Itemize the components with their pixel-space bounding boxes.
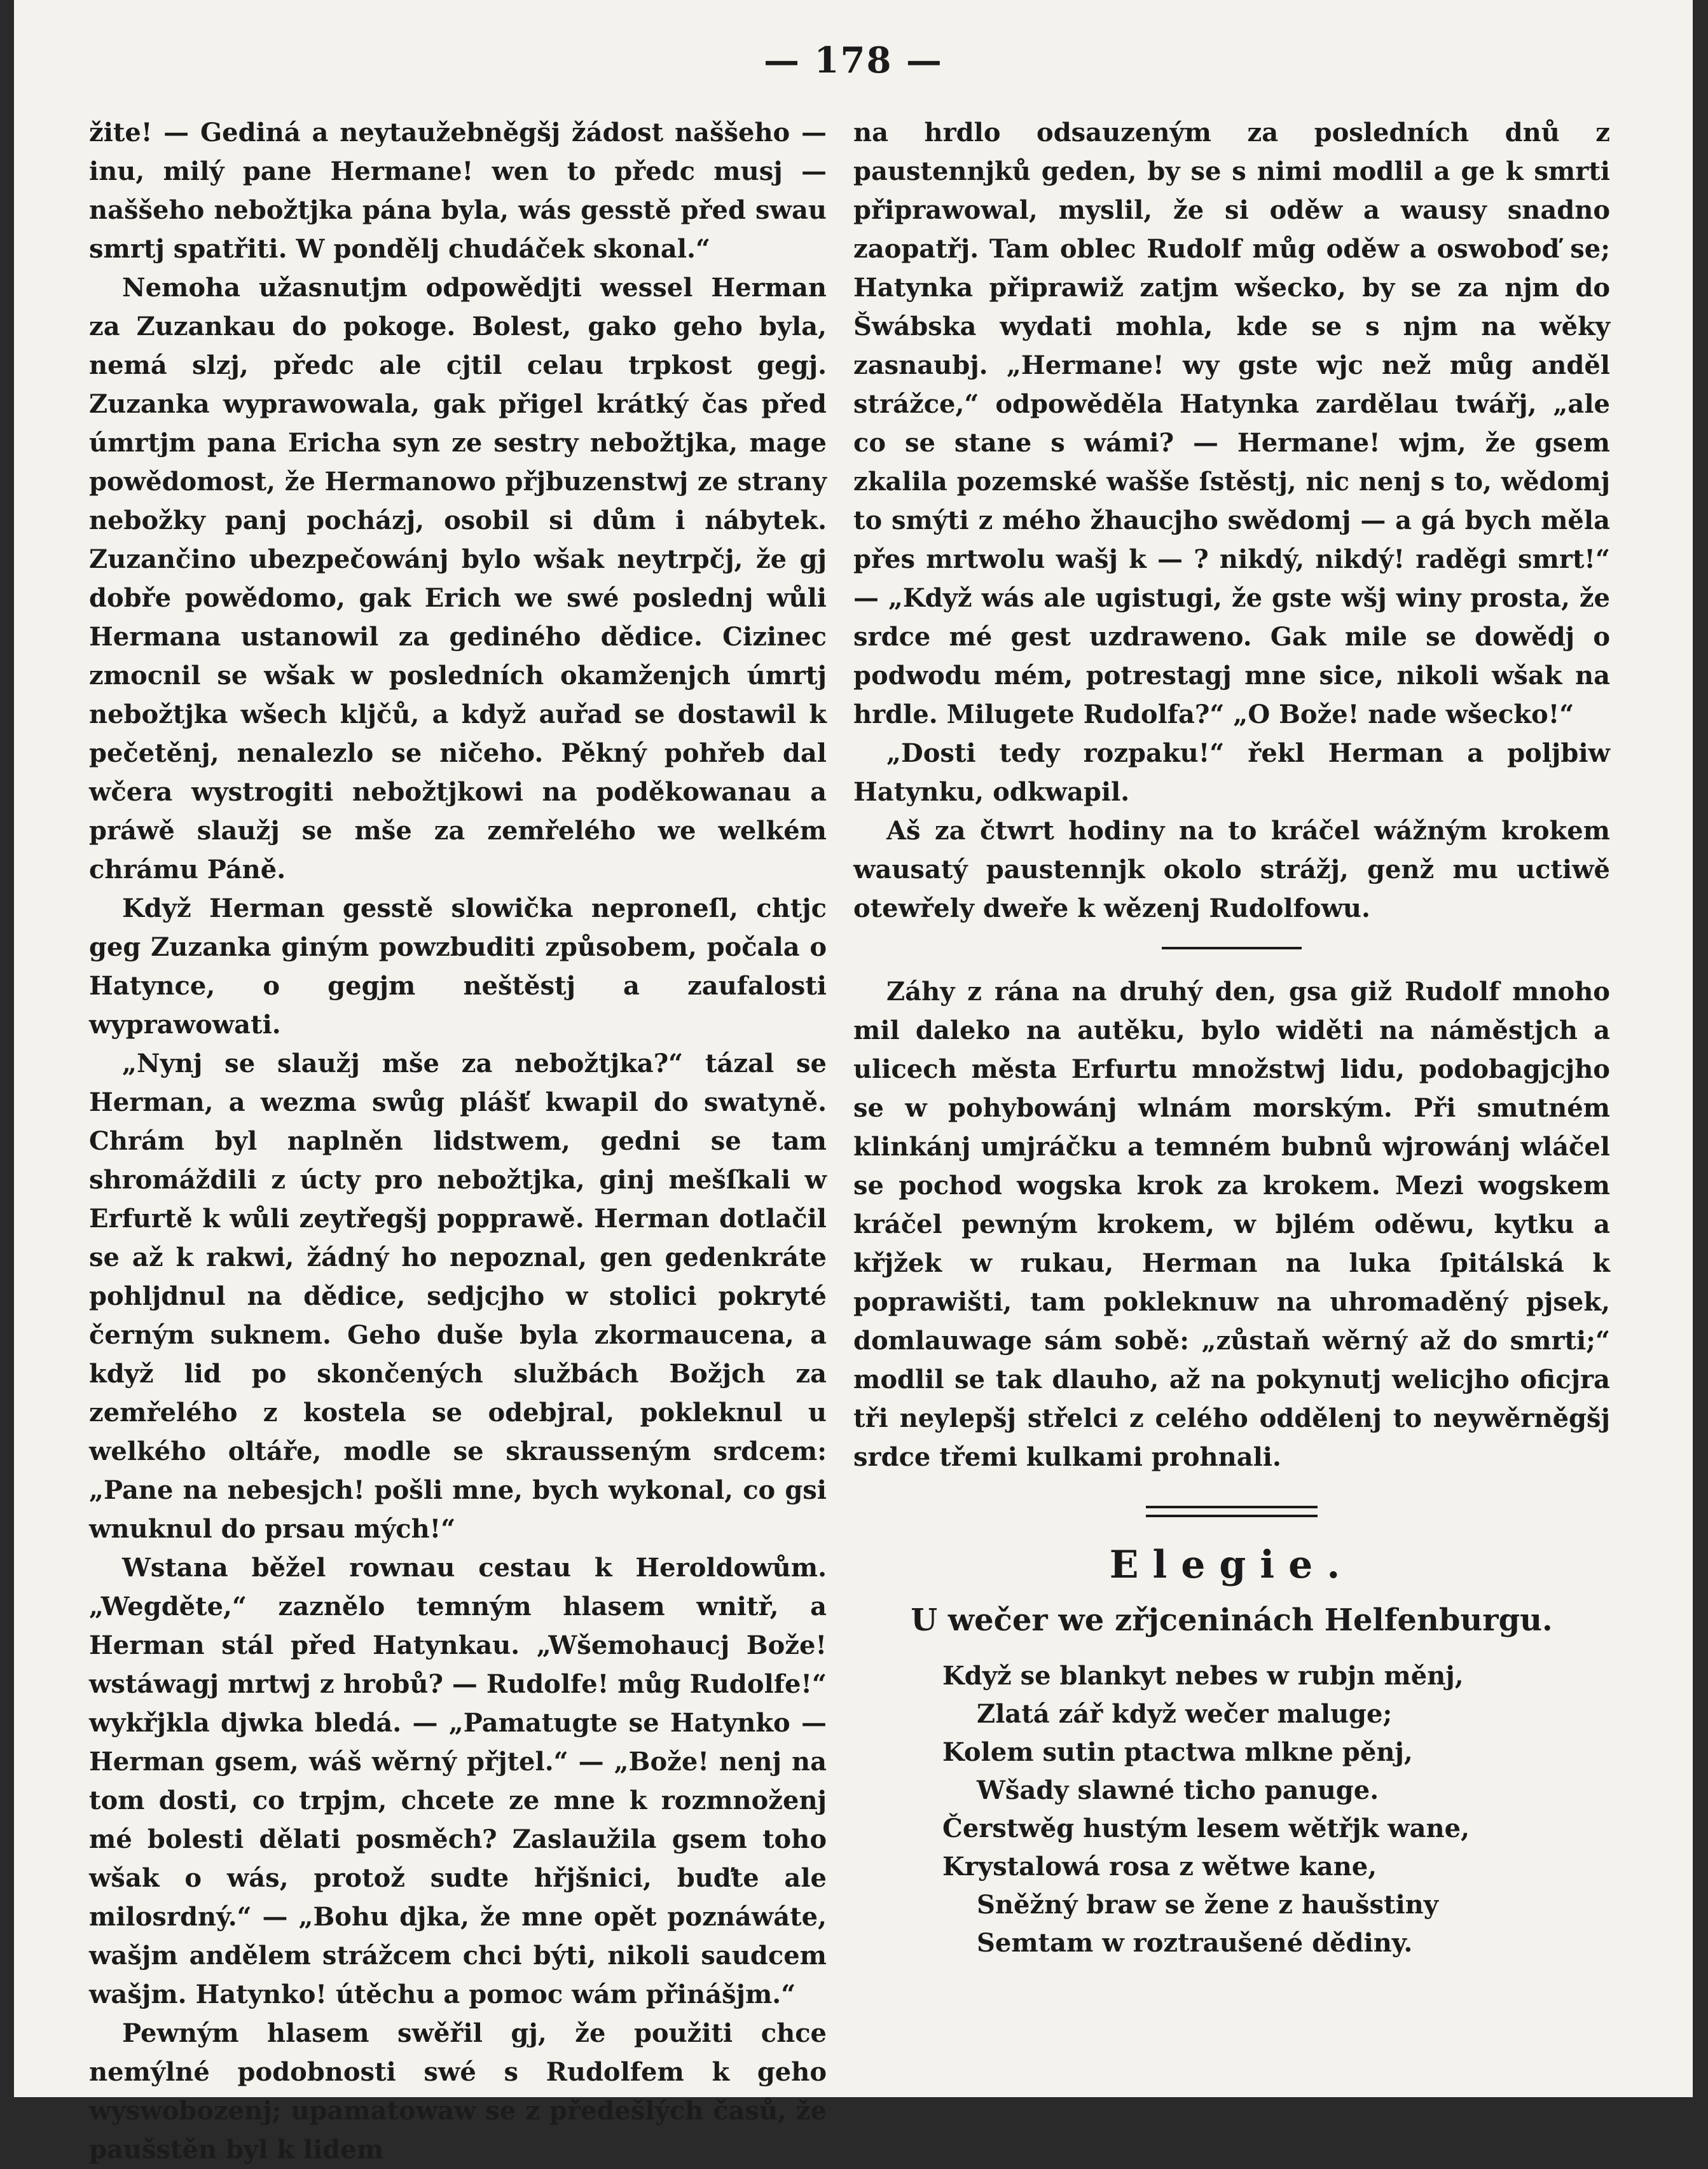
paragraph: Wstana běžel rownau cestau k Heroldowům. „Wegděte,“ zaznělo temným hlasem wnitř, a Herman stál před Hatynkau. „Wšemohaucj Bože! wstáwagj mrtwj z hrobů? — Rudolfe! můg Rudolfe!“ wykřjkla djwka bledá. — „Pamatugte se Hatynko — Herman gsem, wáš wěrný přjtel.“ — „Bože! nenj na tom dosti, co trpjm, chcete ze mne k rozmnoženj mé bolesti dělati posměch? Zaslaužila gsem toho wšak o wás, protož sudte hřjšnici, buďte ale milosrdný.“ — „Bohu djka, že mne opět poznáwáte, wašjm andělem strážcem chci býti, nikoli saudcem wašjm. Hatynko! útěchu a pomoc wám přinášjm.“ [89,1553,827,2009]
page-number: — 178 — [764,39,943,81]
left-column [89,113,827,2169]
paragraph: žite! — Gediná a neytaužebněgšj žádost naššeho — inu, milý pane Hermane! wen to předc musj — naššeho nebožtjka pána byla, wás gesstě před swau smrtj spatřiti. W pondělj chudáček skonal.“ [89,118,827,264]
poem-line: Krystalowá rosa z wětwe kane, [942,1852,1377,1882]
right-column [853,113,1610,1962]
double-rule-divider [1146,1506,1318,1517]
paragraph: Aš za čtwrt hodiny na to kráčel wážným krokem wausatý paustennjk okolo strážj, genž mu uctiwě otewřely dweře k wězenj Rudolfowu. [853,816,1610,923]
paragraph: Nemoha užasnutjm odpowědjti wessel Herman za Zuzankau do pokoge. Bolest, gako geho byla, nemá slzj, předc ale cjtil celau trpkost gegj. Zuzanka wyprawowala, gak přigel krátký čas před úmrtjm pana Ericha syn ze sestry nebožtjka, mage powědomost, že Hermanowo přjbuzenstwj ze strany nebožky panj pocházj, osobil si dům i nábytek. Zuzančino ubezpečowánj bylo wšak neytrpčj, že gj dobře powědomo, gak Erich we swé poslednj wůli Hermana ustanowil za gediného dědice. Cizinec zmocnil se wšak w posledních okamženjch úmrtj nebožtjka wšech kljčů, a když auřad se dostawil k pečetěnj, nenalezlo se ničeho. Pěkný pohřeb dal wčera wystrogiti nebožtjkowi na poděkowanau a práwě slaužj se mše za zemřelého we welkém chrámu Páně. [89,273,827,885]
paragraph: Záhy z rána na druhý den, gsa giž Rudolf mnoho mil daleko na autěku, bylo widěti na náměstjch a ulicech města Erfurtu množstwj lidu, podobagjcjho se w pohybowánj wlnám morským. Při smutném klinkánj umjráčku a temném bubnů wjrowánj wláčel se pochod wogska krok za krokem. Mezi wogskem kráčel pewným krokem, w bjlém oděwu, kytku a křjžek w rukau, Herman na luka ſpitálská k poprawišti, tam pokleknuw na uhromaděný pjsek, domlauwage sám sobě: „zůstaň wěrný až do smrti;“ modlil se tak dlauho, až na pokynutj welicjho oficjra tři neylepšj střelci z celého oddělenj to neywěrněgšj srdce třemi kulkami prohnali. [853,977,1610,1472]
paragraph: „Nynj se slaužj mše za nebožtjka?“ tázal se Herman, a wezma swůg plášť kwapil do swatyně. Chrám byl naplněn lidstwem, gedni se tam shromáždili z úcty pro nebožtjka, ginj mešſkali w Erfurtě k wůli zeytřegšj popprawě. Herman dotlačil se až k rakwi, žádný ho nepoznal, gen gedenkráte pohljdnul na dědice, sedjcjho w stolici pokryté černým suknem. Geho duše byla zkormaucena, a když lid po skončených službách Božjch za zemřelého z kostela se odebjral, pokleknul u welkého oltáře, modle se skrausseným srdcem: „Pane na nebesjch! pošli mne, bych wykonal, co gsi wnuknul do prsau mých!“ [89,1049,827,1544]
poem-line: Sněžný braw se žene z haušstiny [977,1890,1438,1920]
poem-line: Čerstwěg hustým lesem wětřjk wane, [942,1814,1470,1843]
poem-line: Wšady slawné ticho panuge. [977,1775,1379,1805]
poem-line: Semtam w roztraušené dědiny. [977,1928,1413,1958]
paragraph: na hrdlo odsauzeným za posledních dnů z paustennjků geden, by se s nimi modlil a ge k smrti připrawowal, myslil, že si oděw a wausy snadno zaopatřj. Tam oblec Rudolf můg oděw a oswoboď se; Hatynka připrawiž zatjm wšecko, by se za njm do Šwábska wydati mohla, kde se s njm na wěky zasnaubj. „Hermane! wy gste wjc než můg anděl strážce,“ odpowěděla Hatynka zardělau twářj, „ale co se stane s wámi? — Hermane! wjm, že gsem zkalila pozemské wašše ſstěstj, nic nenj s to, wědomj to smýti z mého žhaucjho swědomj — a gá bych měla přes mrtwolu wašj k — ? nikdý, nikdý! raděgi smrt!“ — „Když wás ale ugistugi, že gste wšj winy prosta, že srdce mé gest uzdraweno. Gak mile se dowědj o podwodu mém, potrestagj mne sice, nikoli wšak na hrdle. Milugete Rudolfa?“ „O Bože! nade wšecko!“ [853,118,1610,729]
poem-subtitle: U wečer we zřjceninách Helfenburgu. [911,1602,1553,1638]
poem-line: Když se blankyt nebes w rubjn měnj, [942,1661,1464,1691]
paragraph: Když Herman gesstě slowička neproneſl, chtjc geg Zuzanka giným powzbuditi způsobem, počala o Hatynce, o gegjm neštěstj a zaufalosti wyprawowati. [89,893,827,1040]
poem-line: Kolem sutin ptactwa mlkne pěnj, [942,1737,1413,1767]
paragraph: „Dosti tedy rozpaku!“ řekl Herman a poljbiw Hatynku, odkwapil. [853,738,1610,807]
paragraph: Pewným hlasem swěřil gj, že použiti chce nemýlné podobnosti swé s Rudolfem k geho wyswobozenj; upamatowaw se z předešlých časů, že paušstěn byl k lidem [89,2018,827,2165]
poem-line: Zlatá zář když wečer maluge; [977,1699,1393,1729]
section-divider [1162,947,1302,949]
poem-title: Elegie. [1109,1543,1354,1587]
poem-stanza [942,1657,1610,1962]
newspaper-page [14,0,1693,2165]
